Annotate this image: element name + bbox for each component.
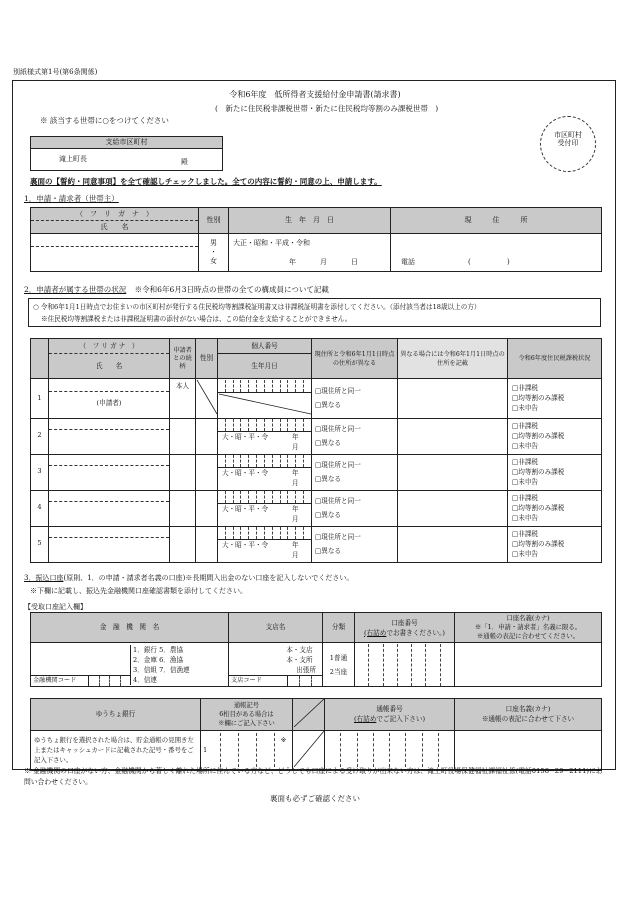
- birth-header: 生 年 月 日: [229, 208, 391, 234]
- phone-open: (: [468, 258, 471, 266]
- row-number: 2: [31, 418, 49, 454]
- era-options[interactable]: 大正・昭和・平成・令和: [233, 239, 310, 247]
- birth-field[interactable]: 大・昭・平・令 年 月: [222, 469, 299, 488]
- tax-exempt-checkbox[interactable]: □非課税: [512, 422, 539, 431]
- phone-close: ): [507, 258, 510, 266]
- address-header: 現 住 所: [391, 208, 602, 234]
- relation-cell[interactable]: [170, 490, 196, 526]
- row-number: 5: [31, 526, 49, 562]
- phone-label: 電話: [401, 258, 415, 266]
- mynumber-boxes[interactable]: [218, 491, 311, 504]
- member-furigana-field[interactable]: [49, 491, 169, 502]
- bank-account-table: [30, 612, 602, 687]
- branch-code-boxes[interactable]: [287, 676, 323, 686]
- household-row: [31, 379, 602, 419]
- tax-percapita-checkbox[interactable]: □均等割のみ課税: [512, 504, 565, 513]
- applicant-name-cell[interactable]: [31, 234, 199, 272]
- tax-undeclared-checkbox[interactable]: □未申告: [512, 478, 539, 487]
- sex-cell[interactable]: [196, 490, 218, 526]
- footer-note: ※ 金融機関の口座がない方、金融機関から著しく離れた場所に住んでいる方など、どうしても口座による受け取りが出来ない方は、滝上町役場保健福祉課福祉係(電話0158−29−2111)にお問い合わせください。: [24, 767, 603, 786]
- relation-cell[interactable]: [170, 418, 196, 454]
- yucho-slash-cell: [293, 730, 325, 770]
- payer-name-cell: [31, 149, 223, 171]
- addr-same-checkbox[interactable]: □現住所と同一: [315, 425, 361, 434]
- applicant-address-cell[interactable]: [391, 234, 602, 272]
- section3-subtitle: 【受取口座記入欄】: [24, 603, 87, 611]
- addr-diff-checkbox[interactable]: □異なる: [315, 401, 342, 410]
- yucho-code-field[interactable]: 1 ※: [201, 730, 293, 770]
- household-row: [31, 526, 602, 562]
- account-number-field[interactable]: [355, 643, 455, 687]
- furigana-name-header: （ フ リ ガ ナ ） 氏 名: [31, 208, 199, 234]
- household-table: [30, 338, 602, 563]
- section2-title-note: ※令和6年6月3日時点の世帯の全ての構成員について記載: [134, 285, 329, 294]
- yucho-number-header: 通帳番号 (右詰めでご記入下さい): [325, 699, 455, 731]
- member-name-field[interactable]: [49, 502, 169, 525]
- addr-diff-cell[interactable]: [312, 454, 398, 490]
- yucho-description: ゆうちょ銀行を選択された場合は、貯金通帳の見開き左上またはキャッシュカードに記載された記号・番号をご記入下さい。: [31, 730, 201, 770]
- relation-header: 申請者との続柄: [170, 339, 196, 379]
- certificate-notice: [28, 298, 601, 327]
- household-row: [31, 454, 602, 490]
- member-name-field[interactable]: [49, 430, 169, 453]
- bank-code-row: [31, 675, 130, 686]
- back-page-note: 裏面も必ずご確認ください: [270, 794, 360, 803]
- yucho-table: [30, 698, 602, 771]
- slash-mark: [293, 699, 325, 727]
- addr-same-checkbox[interactable]: □現住所と同一: [315, 387, 361, 396]
- section2-heading: [24, 285, 329, 294]
- branch-type-options[interactable]: 本・支店 本・支所 出張所: [286, 646, 316, 674]
- addr-diff-header: 現住所と令和6年1月1日時点の住所が異なる: [312, 339, 398, 379]
- yucho-slash-header: [293, 699, 325, 731]
- row-number: 1: [31, 379, 49, 419]
- branch-code-label: 支店コード: [231, 677, 262, 684]
- old-address-field[interactable]: [398, 526, 508, 562]
- addr-diff-cell[interactable]: [312, 526, 398, 562]
- bank-name-header: 金 融 機 関 名: [31, 613, 229, 643]
- tax-exempt-checkbox[interactable]: □非課税: [512, 384, 539, 393]
- birth-field[interactable]: 大・昭・平・令 年 月: [222, 541, 299, 560]
- tax-percapita-checkbox[interactable]: □均等割のみ課税: [512, 394, 565, 403]
- member-furigana-field[interactable]: [49, 419, 169, 430]
- member-name-cell[interactable]: [49, 418, 170, 454]
- sex-cell[interactable]: [196, 454, 218, 490]
- bank-code-label: 金融機関コード: [33, 677, 77, 684]
- yucho-holder-field[interactable]: [455, 730, 602, 770]
- tax-status-cell[interactable]: [508, 490, 602, 526]
- slash-mark: [293, 731, 325, 767]
- addr-diff-checkbox[interactable]: □異なる: [315, 547, 342, 556]
- branch-code-row: [229, 675, 323, 686]
- yucho-number-field[interactable]: [325, 730, 455, 770]
- payer-header: 支給市区町村: [31, 137, 223, 149]
- addr-same-checkbox[interactable]: □現住所と同一: [315, 533, 361, 542]
- tax-percapita-checkbox[interactable]: □均等割のみ課税: [512, 432, 565, 441]
- tax-status-cell[interactable]: [508, 454, 602, 490]
- addr-note-header: 異なる場合には令和6年1月1日時点の住所を記載: [398, 339, 508, 379]
- member-furigana-field[interactable]: [49, 527, 169, 538]
- addr-diff-checkbox[interactable]: □異なる: [315, 511, 342, 520]
- branch-header: 支店名: [229, 613, 323, 643]
- payer-box: [30, 136, 223, 171]
- birth-field[interactable]: 大・昭・平・令 年 月: [222, 505, 299, 524]
- household-type-line: ( 新たに住民税非課税世帯・新たに住民税均等割のみ課税世帯 ): [215, 104, 439, 113]
- member-name-cell[interactable]: [49, 526, 170, 562]
- addr-diff-checkbox[interactable]: □異なる: [315, 475, 342, 484]
- member-name-field[interactable]: [49, 538, 169, 561]
- old-address-field[interactable]: [398, 490, 508, 526]
- tax-status-cell[interactable]: [508, 526, 602, 562]
- form-title: 令和6年度 低所得者支援給付金申請書(請求書): [229, 90, 401, 99]
- form-number: 別紙様式第1号(第6条関係): [13, 68, 98, 76]
- relation-cell: 本人: [170, 379, 196, 419]
- birth-field[interactable]: 大・昭・平・令 年 月: [222, 433, 299, 452]
- payer-name: 滝上町長: [59, 155, 87, 164]
- applicant-furigana-field[interactable]: [31, 235, 198, 247]
- birth-date-units: 年 月 日: [289, 258, 358, 266]
- applicant-marker: (申請者): [96, 399, 122, 408]
- sex-cell-slashed: [196, 379, 218, 419]
- tax-status-cell[interactable]: [508, 379, 602, 419]
- pledge-statement: 裏面の【誓約・同意事項】を全て確認しチェックしました。全ての内容に誓約・同意の上、申請します。: [30, 177, 382, 186]
- member-name-cell[interactable]: [49, 379, 170, 419]
- yucho-code-header: 通帳記号 6桁目がある場合は ※欄にご記入下さい: [201, 699, 293, 731]
- bank-code-boxes[interactable]: [88, 676, 130, 686]
- member-furigana-field[interactable]: [49, 381, 169, 392]
- household-sex-header: 性別: [196, 339, 218, 379]
- relation-cell[interactable]: [170, 454, 196, 490]
- tax-status-cell[interactable]: [508, 418, 602, 454]
- tax-exempt-checkbox[interactable]: □非課税: [512, 530, 539, 539]
- certificate-notice-1: ○ 令和6年1月1日時点でお住まいの市区町村が発行する住民税均等割課税証明書又は非課税証明書を添付してください。（添付該当者は18歳以上の方）: [33, 303, 481, 311]
- mynumber-birth-header: 個人番号 生年月日: [218, 339, 312, 379]
- sex-header: 性別: [199, 208, 229, 234]
- tax-undeclared-checkbox[interactable]: □未申告: [512, 514, 539, 523]
- member-name-field[interactable]: [49, 466, 169, 489]
- mynumber-birth-cell[interactable]: [218, 454, 312, 490]
- addr-same-checkbox[interactable]: □現住所と同一: [315, 461, 361, 470]
- household-name-header: （ フ リ ガ ナ ） 氏 名: [49, 339, 170, 379]
- section3-title: 3．振込口座: [24, 574, 64, 582]
- mynumber-boxes[interactable]: [218, 419, 311, 432]
- stamp-line1: 市区町村: [554, 131, 582, 139]
- addr-diff-cell[interactable]: [312, 418, 398, 454]
- tax-exempt-checkbox[interactable]: □非課税: [512, 494, 539, 503]
- old-address-field[interactable]: [398, 379, 508, 419]
- circle-instruction: ※ 該当する世帯に○をつけてください: [40, 116, 169, 125]
- class-header: 分類: [323, 613, 355, 643]
- yucho-holder-header: 口座名義(カナ) ※通帳の表記に合わせて下さい: [455, 699, 602, 731]
- tax-undeclared-checkbox[interactable]: □未申告: [512, 404, 539, 413]
- tax-undeclared-checkbox[interactable]: □未申告: [512, 442, 539, 451]
- slash-mark: [196, 379, 218, 415]
- row-number: 4: [31, 490, 49, 526]
- tax-percapita-checkbox[interactable]: □均等割のみ課税: [512, 540, 565, 549]
- branch-cell[interactable]: [229, 643, 323, 687]
- slash-mark: [218, 393, 312, 415]
- holder-name-field[interactable]: [455, 643, 602, 687]
- class-ordinary[interactable]: 1普通: [329, 653, 348, 662]
- applicant-table: [30, 207, 602, 272]
- section3-title-note: (原則、1．の申請・請求者名義の口座)※長期間入出金のない口座を記入しないでください。: [63, 574, 354, 582]
- receipt-stamp: [540, 116, 596, 172]
- sex-cell[interactable]: [196, 526, 218, 562]
- applicant-birth-cell[interactable]: [229, 234, 391, 272]
- certificate-notice-2: ※住民税均等割課税または非課税証明書の添付がない場合は、この給付金を支給することができません。: [41, 315, 352, 323]
- addr-same-checkbox[interactable]: □現住所と同一: [315, 497, 361, 506]
- household-num-header: [31, 339, 49, 379]
- applicant-name-field[interactable]: [31, 247, 198, 271]
- mynumber-boxes[interactable]: [218, 527, 311, 540]
- account-class-cell[interactable]: [323, 643, 355, 687]
- mynumber-boxes[interactable]: [218, 455, 311, 468]
- sex-cell[interactable]: [196, 418, 218, 454]
- applicant-sex-cell[interactable]: 男 ・ 女: [199, 234, 229, 272]
- tax-percapita-checkbox[interactable]: □均等割のみ課税: [512, 468, 565, 477]
- relation-cell[interactable]: [170, 526, 196, 562]
- household-row: [31, 418, 602, 454]
- payer-honorific: 殿: [181, 158, 188, 166]
- section1-title: 1．申請・請求者（世帯主）: [24, 194, 119, 203]
- mynumber-birth-cell[interactable]: [218, 490, 312, 526]
- household-type-options[interactable]: 新たに住民税非課税世帯・新たに住民税均等割のみ課税世帯: [225, 104, 428, 113]
- tax-exempt-checkbox[interactable]: □非課税: [512, 458, 539, 467]
- tax-status-header: 令和6年度住民税課税状況: [508, 339, 602, 379]
- old-address-field[interactable]: [398, 454, 508, 490]
- mynumber-birth-cell[interactable]: [218, 418, 312, 454]
- member-furigana-field[interactable]: [49, 455, 169, 466]
- section3-heading: [24, 574, 353, 582]
- addr-diff-checkbox[interactable]: □異なる: [315, 439, 342, 448]
- addr-diff-cell[interactable]: [312, 490, 398, 526]
- addr-diff-cell[interactable]: [312, 379, 398, 419]
- yucho-header: ゆうちょ銀行: [31, 699, 201, 731]
- row-number: 3: [31, 454, 49, 490]
- member-name-cell[interactable]: [49, 454, 170, 490]
- holder-header: 口座名義(カナ) ※「1．申請・請求者」名義に限る。 ※通帳の表記に合わせてください。: [455, 613, 602, 643]
- bank-name-cell[interactable]: [31, 643, 229, 687]
- member-name-cell[interactable]: [49, 490, 170, 526]
- mynumber-boxes[interactable]: [218, 380, 311, 393]
- class-current[interactable]: 2当座: [329, 667, 348, 676]
- household-row: [31, 490, 602, 526]
- tax-undeclared-checkbox[interactable]: □未申告: [512, 550, 539, 559]
- section3-note: ※下欄に記載し、振込先金融機関口座確認書類を添付してください。: [30, 587, 247, 595]
- old-address-field[interactable]: [398, 418, 508, 454]
- mynumber-birth-cell[interactable]: [218, 379, 312, 419]
- section2-title: 2．申請者が属する世帯の状況: [24, 285, 127, 294]
- stamp-line2: 受付印: [557, 139, 579, 148]
- bank-type-options[interactable]: 1．銀行 5．農協 2．金庫 6．漁協 3．信組 7．信漁連 4．信連: [130, 645, 190, 685]
- mynumber-birth-cell[interactable]: [218, 526, 312, 562]
- account-number-header: 口座番号 (右詰めでお書きください。): [355, 613, 455, 643]
